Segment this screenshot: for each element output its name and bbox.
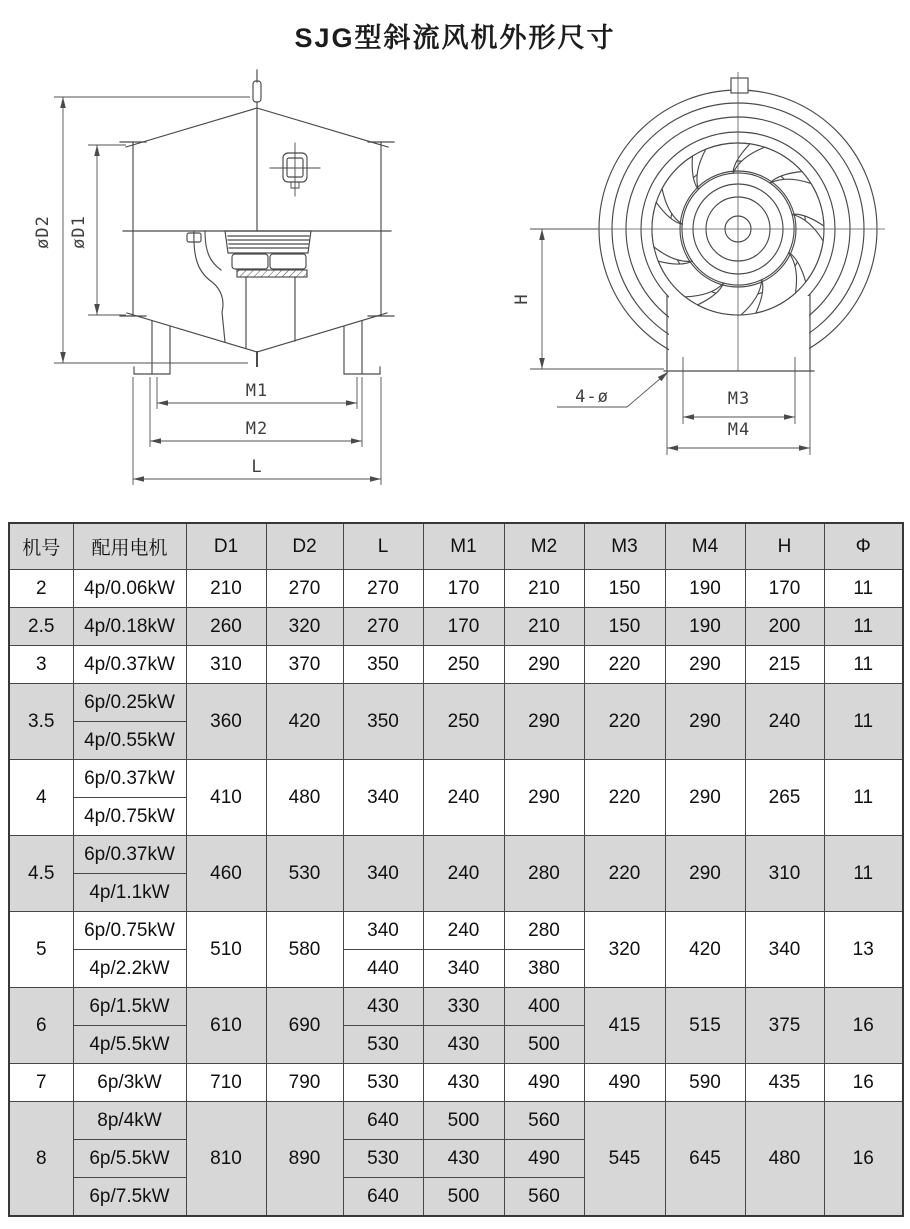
column-header: M1 [423,523,504,570]
terminal-box-detail [270,143,320,196]
table-cell: 510 [186,912,266,988]
column-header: M2 [504,523,584,570]
table-cell: 460 [186,836,266,912]
table-cell: 200 [745,608,824,646]
table-cell: 430 [343,988,423,1026]
table-cell: 6p/7.5kW [73,1178,186,1217]
shaft-bolt [253,81,261,102]
table-cell: 240 [423,760,504,836]
front-view-drawing [490,60,910,470]
table-cell: 340 [423,950,504,988]
table-cell: 370 [266,646,343,684]
table-row [9,684,903,722]
table-cell: 4p/5.5kW [73,1026,186,1064]
table-cell: 11 [824,836,903,912]
table-cell: 280 [504,912,584,950]
table-cell: 6p/0.75kW [73,912,186,950]
table-row [9,836,903,874]
column-header: D1 [186,523,266,570]
table-cell: 210 [504,608,584,646]
table-cell: 7 [9,1064,73,1102]
table-cell: 270 [343,608,423,646]
column-header: Φ [824,523,903,570]
motor-assembly [187,231,311,348]
table-cell: 790 [266,1064,343,1102]
table-cell: 16 [824,988,903,1064]
table-cell: 530 [343,1026,423,1064]
table-cell: 2 [9,570,73,608]
table-cell: 590 [665,1064,745,1102]
table-cell: 375 [745,988,824,1064]
right-foot [344,321,380,374]
table-cell: 240 [745,684,824,760]
table-cell: 13 [824,912,903,988]
table-cell: 220 [584,836,665,912]
table-cell: 290 [665,760,745,836]
column-header: L [343,523,423,570]
fan-housing-outline [120,70,394,374]
table-cell: 6p/1.5kW [73,988,186,1026]
dimension-table [8,522,904,1217]
table-cell: 3.5 [9,684,73,760]
table-cell: 8p/4kW [73,1102,186,1140]
table-cell: 11 [824,646,903,684]
table-cell: 265 [745,760,824,836]
table-cell: 290 [504,646,584,684]
table-cell: 500 [504,1026,584,1064]
column-header: M3 [584,523,665,570]
table-cell: 4 [9,760,73,836]
table-cell: 240 [423,912,504,950]
table-cell: 150 [584,570,665,608]
table-cell: 435 [745,1064,824,1102]
left-foot [134,321,170,374]
table-cell: 560 [504,1102,584,1140]
column-header: 机号 [9,523,73,570]
table-cell: 6p/0.25kW [73,684,186,722]
table-cell: 350 [343,684,423,760]
table-cell: 420 [266,684,343,760]
table-cell: 11 [824,570,903,608]
table-cell: 190 [665,570,745,608]
table-cell: 420 [665,912,745,988]
table-cell: 430 [423,1064,504,1102]
dim-label-m3: M3 [727,389,751,409]
table-row [9,760,903,798]
table-row [9,988,903,1026]
page-title: SJG型斜流风机外形尺寸 [294,23,616,53]
table-cell: 270 [343,570,423,608]
table-cell: 3 [9,646,73,684]
table-cell: 220 [584,760,665,836]
motor-base-hatch [237,270,307,277]
table-cell: 150 [584,608,665,646]
table-cell: 170 [423,570,504,608]
table-cell: 480 [266,760,343,836]
table-cell: 500 [423,1102,504,1140]
table-cell: 530 [266,836,343,912]
table-cell: 8 [9,1102,73,1217]
table-cell: 330 [423,988,504,1026]
table-row [9,646,903,684]
table-cell: 16 [824,1064,903,1102]
table-cell: 320 [584,912,665,988]
table-cell: 290 [504,760,584,836]
table-cell: 2.5 [9,608,73,646]
table-cell: 490 [584,1064,665,1102]
table-cell: 4p/0.06kW [73,570,186,608]
table-cell: 310 [186,646,266,684]
table-cell: 4p/2.2kW [73,950,186,988]
table-cell: 290 [665,684,745,760]
table-cell: 240 [423,836,504,912]
table-cell: 290 [665,646,745,684]
table-cell: 290 [504,684,584,760]
table-cell: 890 [266,1102,343,1217]
column-header: D2 [266,523,343,570]
table-cell: 210 [504,570,584,608]
table-cell: 515 [665,988,745,1064]
dim-label-d1: øD1 [69,215,89,249]
table-cell: 415 [584,988,665,1064]
top-lug [731,78,748,93]
dim-label-d2: øD2 [33,215,53,249]
table-cell: 250 [423,684,504,760]
table-cell: 6p/5.5kW [73,1140,186,1178]
motor-bracket [194,231,225,342]
table-row [9,1102,903,1140]
table-cell: 340 [343,760,423,836]
table-cell: 5 [9,912,73,988]
table-cell: 430 [423,1140,504,1178]
table-cell: 220 [584,684,665,760]
motor-fins [228,236,309,248]
table-cell: 6p/0.37kW [73,760,186,798]
column-header: M4 [665,523,745,570]
table-cell: 640 [343,1102,423,1140]
table-cell: 400 [504,988,584,1026]
dim-label-m2: M2 [245,419,269,439]
table-row [9,570,903,608]
table-cell: 480 [745,1102,824,1217]
table-cell: 340 [343,836,423,912]
table-cell: 16 [824,1102,903,1217]
table-cell: 4.5 [9,836,73,912]
dim-label-bolt-holes: 4-ø [575,387,609,407]
column-header: H [745,523,824,570]
table-cell: 645 [665,1102,745,1217]
table-cell: 580 [266,912,343,988]
bolt-hole-leader [627,372,668,407]
table-cell: 340 [745,912,824,988]
table-cell: 320 [266,608,343,646]
table-cell: 530 [343,1140,423,1178]
table-cell: 6 [9,988,73,1064]
table-cell: 210 [186,570,266,608]
table-cell: 410 [186,760,266,836]
table-cell: 340 [343,912,423,950]
table-cell: 490 [504,1140,584,1178]
table-row [9,1064,903,1102]
side-view-dimensions [33,97,381,485]
dim-label-m4: M4 [727,420,751,440]
table-cell: 545 [584,1102,665,1217]
table-cell: 215 [745,646,824,684]
table-cell: 640 [343,1178,423,1217]
table-cell: 170 [423,608,504,646]
table-cell: 6p/3kW [73,1064,186,1102]
table-cell: 270 [266,570,343,608]
dim-label-h: H [512,293,532,305]
table-cell: 11 [824,684,903,760]
table-cell: 350 [343,646,423,684]
table-row [9,912,903,950]
dim-label-l: L [251,457,263,477]
table-cell: 290 [665,836,745,912]
table-cell: 490 [504,1064,584,1102]
table-cell: 560 [504,1178,584,1217]
table-cell: 710 [186,1064,266,1102]
table-cell: 530 [343,1064,423,1102]
table-cell: 6p/0.37kW [73,836,186,874]
table-cell: 4p/0.18kW [73,608,186,646]
table-cell: 4p/1.1kW [73,874,186,912]
table-cell: 430 [423,1026,504,1064]
side-view-drawing [30,60,450,500]
table-header-row [9,523,903,570]
table-cell: 11 [824,608,903,646]
table-cell: 190 [665,608,745,646]
table-cell: 610 [186,988,266,1064]
table-cell: 500 [423,1178,504,1217]
table-cell: 810 [186,1102,266,1217]
table-cell: 4p/0.55kW [73,722,186,760]
table-cell: 11 [824,760,903,836]
table-cell: 220 [584,646,665,684]
table-cell: 310 [745,836,824,912]
table-row [9,608,903,646]
table-cell: 260 [186,608,266,646]
table-cell: 170 [745,570,824,608]
dim-label-m1: M1 [245,381,269,401]
table-cell: 280 [504,836,584,912]
table-cell: 440 [343,950,423,988]
table-cell: 690 [266,988,343,1064]
table-cell: 4p/0.37kW [73,646,186,684]
table-cell: 380 [504,950,584,988]
table-cell: 4p/0.75kW [73,798,186,836]
column-header: 配用电机 [73,523,186,570]
table-cell: 250 [423,646,504,684]
table-cell: 360 [186,684,266,760]
